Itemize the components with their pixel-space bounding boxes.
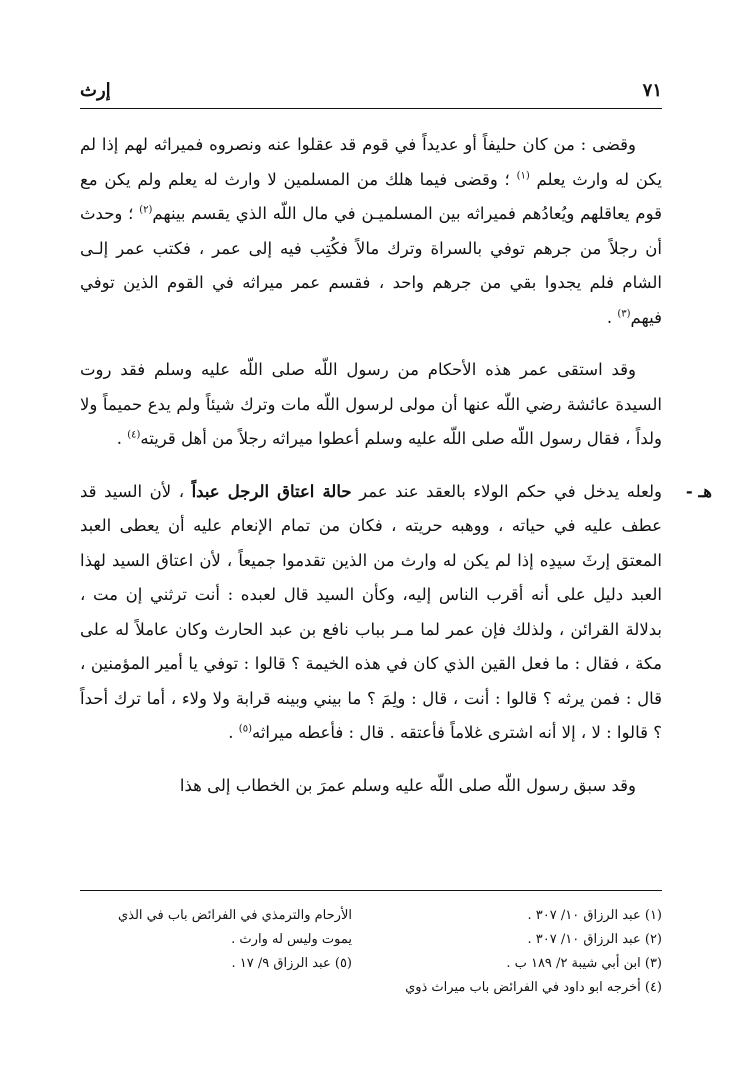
- footnote-5: (٥) عبد الرزاق ٩/ ١٧ .: [231, 956, 352, 971]
- main-text: [80, 128, 712, 821]
- paragraph-text: .: [228, 723, 239, 742]
- footnote-divider: [80, 890, 662, 891]
- footnote-ref: (٢): [139, 204, 153, 216]
- footnote-ref: (٣): [617, 308, 631, 319]
- paragraph-text: ؛ وحدث أن رجلاً من جرهم توفي بالسراة وترك مالاً فكُتِب فيه إلى عمر ، فكتب عمر إلـى الشام فلم يجدوا بقي من جرهم واحد ، فقسم عمر ميراثه في القوم الذين توفي فيهم: [80, 204, 662, 327]
- paragraph-2: [80, 353, 662, 457]
- bold-phrase: حالة اعتاق الرجل عبداً: [191, 481, 352, 501]
- paragraph-text: ولعله يدخل في حكم الولاء بالعقد عند عمر: [351, 481, 662, 501]
- paragraph-text: وقد سبق رسول اللّه صلى اللّه عليه وسلم عمرَ بن الخطاب إلى هذا: [179, 775, 636, 795]
- section-marker: هـ -: [685, 481, 712, 501]
- paragraph-4: [80, 769, 662, 804]
- footnotes-right-column: [362, 904, 662, 976]
- paragraph-text: ؛ وقضى فيما هلك من المسلمين لا وارث له يعلم ولم يكن مع قوم يعاقلهم ويُعادُهم فميراثه بين المسلميـن في مال اللّه الذي يقسم بينهم: [80, 169, 662, 223]
- footnote-4: (٤) أخرجه ابو داود في الفرائض باب ميراث ذوي: [405, 980, 662, 995]
- footnotes: [80, 904, 662, 1014]
- chapter-title: إرث: [80, 80, 111, 101]
- paragraph-1: [80, 128, 662, 335]
- paragraph-text: .: [116, 429, 128, 448]
- footnote-ref: (١): [516, 170, 530, 181]
- footnote-3: (٣) ابن أبي شيبة ٢/ ١٨٩ ب .: [506, 956, 662, 971]
- paragraph-text: ، لأن السيد قد عطف عليه في حياته ، ووهبه حريته ، فكان من تمام الإنعام عليه أن يعطى العبد المعتق إرثَ سيدِه إذا لم يكن له وارث من الذين تقدموا جميعاً ، لأن اعتاق السيد لهذا العبد دليل على أنه أقرب الناس إليه، وكأن السيد قال لعبده : أنت ترثني إن مت ، بدلالة القرائن ، ولذلك فإن عمر لما مـر بباب نافع بن عبد الحارث وكان عاملاً له على مكة ، فقال : ما فعل القين الذي كان في هذه الخيمة ؟ قالوا : توفي يا أمير المؤمنين ، قال : فمن يرثه ؟ قالوا : أنت ، قال : ولِمَ ؟ ما بيني وبينه قرابة ولا ولاء ، أما ترك أحداً ؟ قالوا : لا ، إلا أنه اشترى غلاماً فأعتقه . قال : فأعطه ميراثه: [80, 481, 662, 742]
- footnotes-left-column: [80, 904, 352, 976]
- page-number: ٧١: [642, 80, 662, 101]
- footnote-4-continued-2: يموت وليس له وارث .: [231, 932, 352, 947]
- paragraph-3: [80, 475, 712, 751]
- paragraph-text: وقضى : من كان حليفاً أو عديداً في قوم قد عقلوا عنه ونصروه فميراثه لهم إذا لم يكن له وارث يعلم: [80, 135, 662, 189]
- footnote-4-continued: الأرحام والترمذي في الفرائض باب في الذي: [117, 908, 352, 923]
- footnote-1: (١) عبد الرزاق ١٠/ ٣٠٧ .: [527, 908, 662, 923]
- footnote-2: (٢) عبد الرزاق ١٠/ ٣٠٧ .: [527, 932, 662, 947]
- running-header: [80, 80, 662, 109]
- paragraph-text: .: [606, 307, 618, 327]
- footnote-ref: (٤): [127, 429, 141, 441]
- footnote-ref: (٥): [238, 723, 252, 735]
- paragraph-text: وقد استقى عمر هذه الأحكام من رسول اللّه صلى اللّه عليه وسلم فقد روت السيدة عائشة رضي اللّه عنها أن مولى لرسول اللّه مات وترك شيئاً ولم يدع حميماً ولا ولداً ، فقال رسول اللّه صلى اللّه عليه وسلم أعطوا ميراثه رجلاً من أهل قريته: [80, 360, 662, 448]
